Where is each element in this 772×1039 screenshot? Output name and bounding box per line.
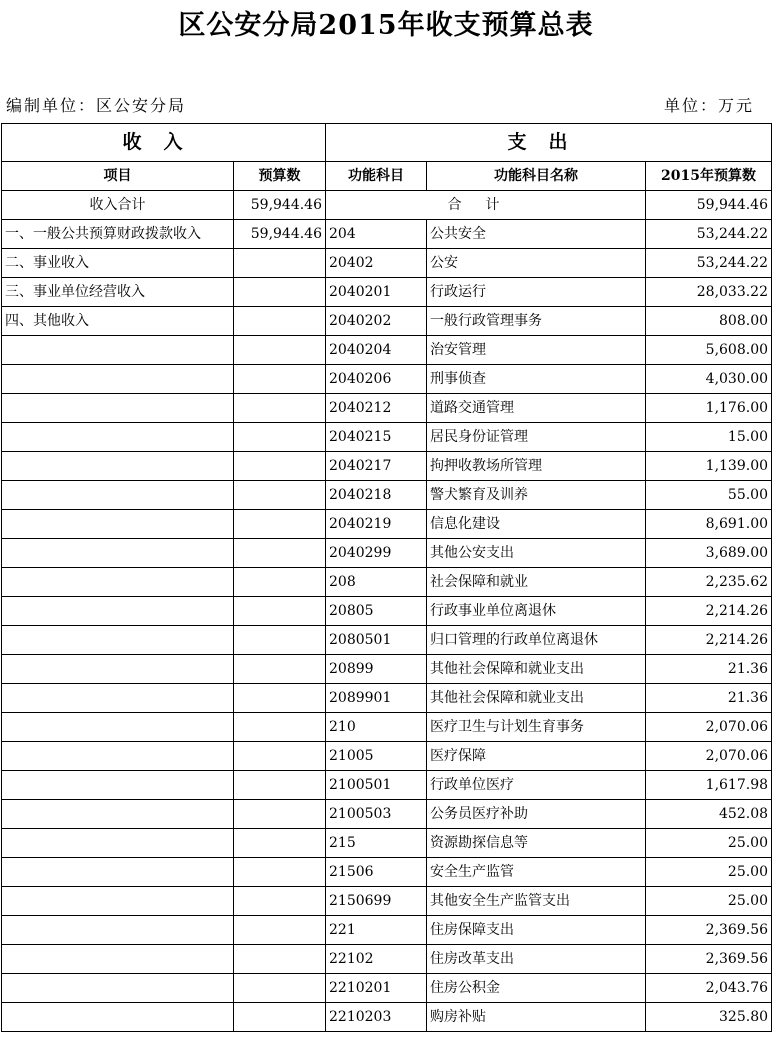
expense-value: 25.00 — [646, 858, 772, 887]
expense-func-code: 20899 — [326, 655, 427, 684]
expense-func-code: 2210203 — [326, 1003, 427, 1032]
income-item-value — [234, 713, 326, 742]
expense-func-name: 警犬繁育及训养 — [427, 481, 646, 510]
expense-func-name: 行政事业单位离退休 — [427, 597, 646, 626]
expense-value: 808.00 — [646, 307, 772, 336]
income-item-label — [2, 539, 234, 568]
income-item-label — [2, 916, 234, 945]
expense-func-name: 拘押收教场所管理 — [427, 452, 646, 481]
income-item-value — [234, 974, 326, 1003]
income-total-label: 收入合计 — [2, 191, 234, 220]
income-item-value — [234, 278, 326, 307]
expense-value: 55.00 — [646, 481, 772, 510]
expense-func-name: 医疗卫生与计划生育事务 — [427, 713, 646, 742]
table-row — [2, 423, 772, 452]
expense-value: 21.36 — [646, 684, 772, 713]
table-row — [2, 249, 772, 278]
expense-value: 21.36 — [646, 655, 772, 684]
income-item-label — [2, 423, 234, 452]
expense-value: 2,214.26 — [646, 597, 772, 626]
income-item-label — [2, 945, 234, 974]
expense-value: 2,070.06 — [646, 713, 772, 742]
expense-func-code: 208 — [326, 568, 427, 597]
income-item-label — [2, 800, 234, 829]
expense-func-code: 2040219 — [326, 510, 427, 539]
table-row — [2, 394, 772, 423]
income-item-value — [234, 626, 326, 655]
income-item-label — [2, 365, 234, 394]
income-item-label — [2, 568, 234, 597]
expense-value: 2,070.06 — [646, 742, 772, 771]
expense-func-name: 居民身份证管理 — [427, 423, 646, 452]
compiling-unit: 编制单位：区公安分局 — [6, 96, 187, 115]
expense-value: 2,235.62 — [646, 568, 772, 597]
expense-func-name: 其他社会保障和就业支出 — [427, 684, 646, 713]
income-item-value — [234, 481, 326, 510]
expense-value: 1,176.00 — [646, 394, 772, 423]
expense-value: 2,369.56 — [646, 916, 772, 945]
expense-func-code: 2040201 — [326, 278, 427, 307]
col-header-func-code: 功能科目 — [326, 162, 427, 191]
table-row — [2, 713, 772, 742]
expense-value: 1,617.98 — [646, 771, 772, 800]
expense-func-code: 2040202 — [326, 307, 427, 336]
income-item-value — [234, 568, 326, 597]
expense-func-code: 21005 — [326, 742, 427, 771]
income-item-value — [234, 1003, 326, 1032]
expense-total-label: 合计 — [447, 196, 524, 213]
income-item-label — [2, 742, 234, 771]
expense-value: 325.80 — [646, 1003, 772, 1032]
expense-func-name: 其他公安支出 — [427, 539, 646, 568]
expense-func-name: 行政运行 — [427, 278, 646, 307]
expense-func-name: 其他安全生产监管支出 — [427, 887, 646, 916]
income-item-value — [234, 945, 326, 974]
expense-func-code: 2040217 — [326, 452, 427, 481]
table-row — [2, 336, 772, 365]
table-row — [2, 858, 772, 887]
income-item-value — [234, 394, 326, 423]
expense-total-label-cell — [326, 191, 646, 220]
expense-value: 8,691.00 — [646, 510, 772, 539]
expense-func-name: 行政单位医疗 — [427, 771, 646, 800]
expense-func-code: 2040212 — [326, 394, 427, 423]
income-item-value — [234, 365, 326, 394]
income-item-label — [2, 597, 234, 626]
income-item-label — [2, 829, 234, 858]
expense-value: 25.00 — [646, 887, 772, 916]
expense-func-name: 安全生产监管 — [427, 858, 646, 887]
income-item-label — [2, 452, 234, 481]
col-header-budget-2015: 2015年预算数 — [646, 162, 772, 191]
income-item-label — [2, 684, 234, 713]
expense-value: 53,244.22 — [646, 249, 772, 278]
section-header-row — [2, 124, 772, 162]
expense-func-name: 住房改革支出 — [427, 945, 646, 974]
table-row — [2, 481, 772, 510]
currency-unit: 单位：万元 — [663, 96, 754, 115]
income-item-value — [234, 858, 326, 887]
income-item-label — [2, 771, 234, 800]
expense-func-code: 21506 — [326, 858, 427, 887]
income-item-value — [234, 452, 326, 481]
expense-value: 53,244.22 — [646, 220, 772, 249]
column-header-row — [2, 162, 772, 191]
expense-func-code: 210 — [326, 713, 427, 742]
expense-func-code: 204 — [326, 220, 427, 249]
expense-func-name: 一般行政管理事务 — [427, 307, 646, 336]
expense-value: 2,369.56 — [646, 945, 772, 974]
income-item-label — [2, 713, 234, 742]
income-item-label — [2, 858, 234, 887]
expense-func-code: 221 — [326, 916, 427, 945]
table-row — [2, 974, 772, 1003]
income-item-value — [234, 249, 326, 278]
expense-func-code: 2150699 — [326, 887, 427, 916]
expense-func-code: 22102 — [326, 945, 427, 974]
expense-func-code: 2040215 — [326, 423, 427, 452]
income-item-label — [2, 1003, 234, 1032]
expense-value: 4,030.00 — [646, 365, 772, 394]
income-item-value — [234, 539, 326, 568]
income-item-value — [234, 800, 326, 829]
income-item-value — [234, 423, 326, 452]
col-header-func-name: 功能科目名称 — [427, 162, 646, 191]
income-item-value — [234, 655, 326, 684]
income-item-value — [234, 336, 326, 365]
table-row — [2, 365, 772, 394]
expense-func-name: 刑事侦查 — [427, 365, 646, 394]
expense-func-code: 20402 — [326, 249, 427, 278]
table-row — [2, 539, 772, 568]
expense-func-name: 医疗保障 — [427, 742, 646, 771]
expense-func-code: 215 — [326, 829, 427, 858]
expense-func-name: 归口管理的行政单位离退休 — [427, 626, 646, 655]
expense-value: 25.00 — [646, 829, 772, 858]
expense-func-name: 住房公积金 — [427, 974, 646, 1003]
table-row — [2, 307, 772, 336]
table-row — [2, 510, 772, 539]
expense-section-header: 支出 — [326, 124, 772, 162]
income-item-label — [2, 510, 234, 539]
totals-row — [2, 191, 772, 220]
expense-func-name: 道路交通管理 — [427, 394, 646, 423]
table-row — [2, 829, 772, 858]
income-item-value — [234, 510, 326, 539]
expense-func-code: 2210201 — [326, 974, 427, 1003]
expense-func-name: 公安 — [427, 249, 646, 278]
table-row — [2, 568, 772, 597]
expense-func-name: 公务员医疗补助 — [427, 800, 646, 829]
expense-value: 2,214.26 — [646, 626, 772, 655]
budget-table-body — [2, 124, 772, 1032]
income-item-label — [2, 655, 234, 684]
table-row — [2, 887, 772, 916]
income-item-label — [2, 481, 234, 510]
expense-func-code: 20805 — [326, 597, 427, 626]
expense-func-code: 2040218 — [326, 481, 427, 510]
expense-total-value: 59,944.46 — [646, 191, 772, 220]
page-title: 区公安分局2015年收支预算总表 — [178, 10, 594, 41]
income-item-value — [234, 684, 326, 713]
table-row — [2, 1003, 772, 1032]
expense-func-name: 住房保障支出 — [427, 916, 646, 945]
expense-func-code: 2080501 — [326, 626, 427, 655]
table-row — [2, 597, 772, 626]
expense-value: 28,033.22 — [646, 278, 772, 307]
expense-func-code: 2100501 — [326, 771, 427, 800]
expense-value: 1,139.00 — [646, 452, 772, 481]
expense-func-code: 2040206 — [326, 365, 427, 394]
income-item-label: 四、其他收入 — [2, 307, 234, 336]
table-row — [2, 945, 772, 974]
table-row — [2, 771, 772, 800]
expense-func-name: 其他社会保障和就业支出 — [427, 655, 646, 684]
income-total-value: 59,944.46 — [234, 191, 326, 220]
income-item-value — [234, 597, 326, 626]
col-header-budget: 预算数 — [234, 162, 326, 191]
income-item-label — [2, 336, 234, 365]
income-item-label: 三、事业单位经营收入 — [2, 278, 234, 307]
income-item-value — [234, 916, 326, 945]
expense-value: 2,043.76 — [646, 974, 772, 1003]
table-row — [2, 742, 772, 771]
expense-value: 3,689.00 — [646, 539, 772, 568]
income-section-header: 收入 — [2, 124, 326, 162]
expense-func-code: 2089901 — [326, 684, 427, 713]
income-item-value — [234, 887, 326, 916]
expense-value: 15.00 — [646, 423, 772, 452]
table-row — [2, 452, 772, 481]
income-item-label — [2, 974, 234, 1003]
expense-value: 5,608.00 — [646, 336, 772, 365]
income-item-label — [2, 394, 234, 423]
expense-func-code: 2040299 — [326, 539, 427, 568]
table-row — [2, 800, 772, 829]
expense-func-code: 2100503 — [326, 800, 427, 829]
income-item-label: 一、一般公共预算财政拨款收入 — [2, 220, 234, 249]
expense-func-name: 治安管理 — [427, 336, 646, 365]
expense-func-name: 公共安全 — [427, 220, 646, 249]
table-row — [2, 278, 772, 307]
expense-value: 452.08 — [646, 800, 772, 829]
budget-table — [1, 123, 772, 1032]
expense-func-name: 信息化建设 — [427, 510, 646, 539]
expense-func-name: 社会保障和就业 — [427, 568, 646, 597]
income-item-label: 二、事业收入 — [2, 249, 234, 278]
income-item-label — [2, 626, 234, 655]
table-row — [2, 626, 772, 655]
expense-func-name: 资源勘探信息等 — [427, 829, 646, 858]
col-header-item: 项目 — [2, 162, 234, 191]
income-item-value — [234, 829, 326, 858]
expense-func-code: 2040204 — [326, 336, 427, 365]
expense-func-name: 购房补贴 — [427, 1003, 646, 1032]
income-item-value — [234, 771, 326, 800]
income-item-value — [234, 307, 326, 336]
income-item-value: 59,944.46 — [234, 220, 326, 249]
table-row — [2, 655, 772, 684]
table-row — [2, 220, 772, 249]
income-item-value — [234, 742, 326, 771]
income-item-label — [2, 887, 234, 916]
table-row — [2, 916, 772, 945]
table-row — [2, 684, 772, 713]
